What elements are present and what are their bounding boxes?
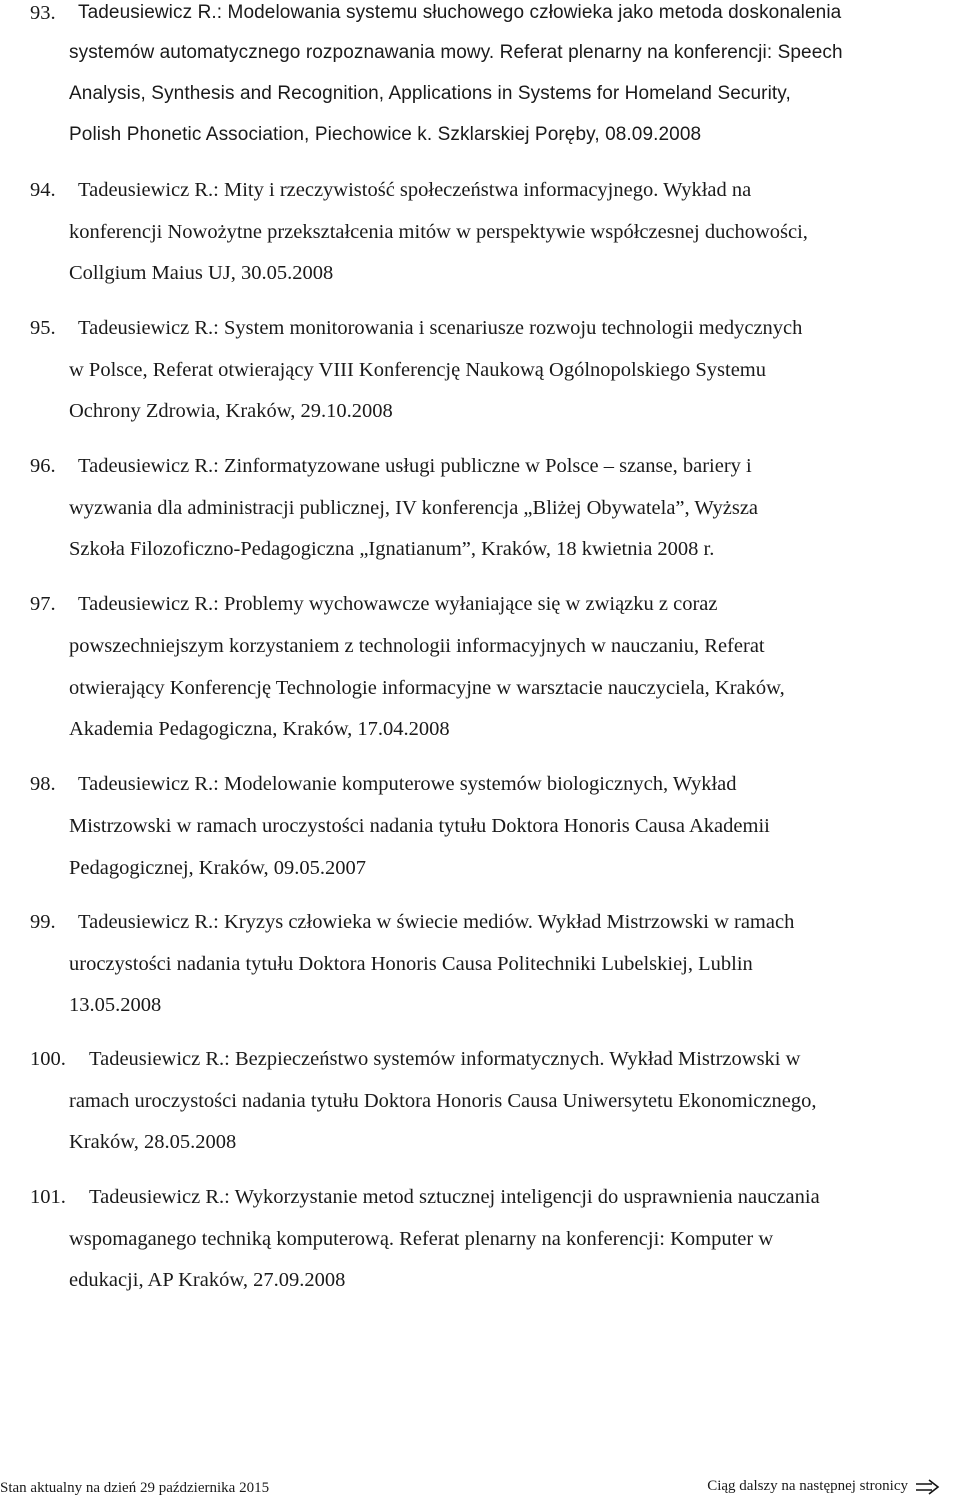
entry-line: Tadeusiewicz R.: Wykorzystanie metod sztucznej inteligencji do usprawnienia nauczania	[89, 1186, 820, 1208]
entry-line: otwierający Konferencję Technologie informacyjne w warsztacie nauczyciela, Kraków,	[69, 677, 785, 699]
entry-line: Tadeusiewicz R.: Problemy wychowawcze wyłaniające się w związku z coraz	[78, 593, 718, 615]
entry-number: 97.	[30, 593, 56, 615]
entry-line: powszechniejszym korzystaniem z technologii informacyjnych w nauczaniu, Referat	[69, 635, 765, 657]
entry-line: Tadeusiewicz R.: Kryzys człowieka w świecie mediów. Wykład Mistrzowski w ramach	[78, 911, 795, 933]
entry-number: 99.	[30, 911, 56, 933]
entry-line: Szkoła Filozoficzno-Pedagogiczna „Ignatianum”, Kraków, 18 kwietnia 2008 r.	[69, 538, 715, 560]
entry-number: 96.	[30, 455, 56, 477]
double-arrow-right-icon	[914, 1479, 940, 1495]
entry-line: Tadeusiewicz R.: Modelowania systemu słuchowego człowieka jako metoda doskonalenia	[78, 2, 842, 23]
entry-number: 95.	[30, 317, 56, 339]
entry-number: 93.	[30, 2, 56, 24]
entry-line: uroczystości nadania tytułu Doktora Honoris Causa Politechniki Lubelskiej, Lublin	[69, 953, 753, 975]
entry-line: 13.05.2008	[69, 994, 162, 1016]
entry-line: wyzwania dla administracji publicznej, IV konferencja „Bliżej Obywatela”, Wyższa	[69, 497, 759, 519]
entry-line: Kraków, 28.05.2008	[69, 1131, 237, 1153]
entry-line: Mistrzowski w ramach uroczystości nadania tytułu Doktora Honoris Causa Akademii	[69, 815, 770, 837]
entry-line: Tadeusiewicz R.: Zinformatyzowane usługi publiczne w Polsce – szanse, bariery i	[78, 455, 752, 477]
entry-number: 98.	[30, 773, 56, 795]
entry-line: Collgium Maius UJ, 30.05.2008	[69, 262, 334, 284]
entry-line: Polish Phonetic Association, Piechowice k. Szklarskiej Poręby, 08.09.2008	[69, 124, 702, 145]
entry-line: Tadeusiewicz R.: Mity i rzeczywistość społeczeństwa informacyjnego. Wykład na	[78, 179, 752, 201]
footer-continued	[707, 1478, 940, 1495]
entry-number: 94.	[30, 179, 56, 201]
entry-line: Tadeusiewicz R.: Modelowanie komputerowe systemów biologicznych, Wykład	[78, 773, 737, 795]
entry-line: Ochrony Zdrowia, Kraków, 29.10.2008	[69, 400, 393, 422]
footer-continued-label: Ciąg dalszy na następnej stronicy	[707, 1478, 908, 1494]
entry-number: 101.	[30, 1186, 66, 1208]
entry-line: Analysis, Synthesis and Recognition, Applications in Systems for Homeland Security,	[69, 83, 791, 104]
entry-line: Pedagogicznej, Kraków, 09.05.2007	[69, 857, 366, 879]
entry-number: 100.	[30, 1048, 66, 1070]
entry-line: Tadeusiewicz R.: Bezpieczeństwo systemów informatycznych. Wykład Mistrzowski w	[89, 1048, 801, 1070]
entry-line: ramach uroczystości nadania tytułu Doktora Honoris Causa Uniwersytetu Ekonomicznego,	[69, 1090, 817, 1112]
footer-status: Stan aktualny na dzień 29 października 2015	[0, 1480, 270, 1496]
entry-line: edukacji, AP Kraków, 27.09.2008	[69, 1269, 346, 1291]
entry-line: wspomaganego techniką komputerową. Referat plenarny na konferencji: Komputer w	[69, 1228, 774, 1250]
entry-line: Tadeusiewicz R.: System monitorowania i scenariusze rozwoju technologii medycznych	[78, 317, 803, 339]
entry-line: w Polsce, Referat otwierający VIII Konferencję Naukową Ogólnopolskiego Systemu	[69, 359, 766, 381]
entry-line: Akademia Pedagogiczna, Kraków, 17.04.2008	[69, 718, 450, 740]
entry-line: systemów automatycznego rozpoznawania mowy. Referat plenarny na konferencji: Speech	[69, 42, 843, 63]
entry-line: konferencji Nowożytne przekształcenia mitów w perspektywie współczesnej duchowości,	[69, 221, 808, 243]
